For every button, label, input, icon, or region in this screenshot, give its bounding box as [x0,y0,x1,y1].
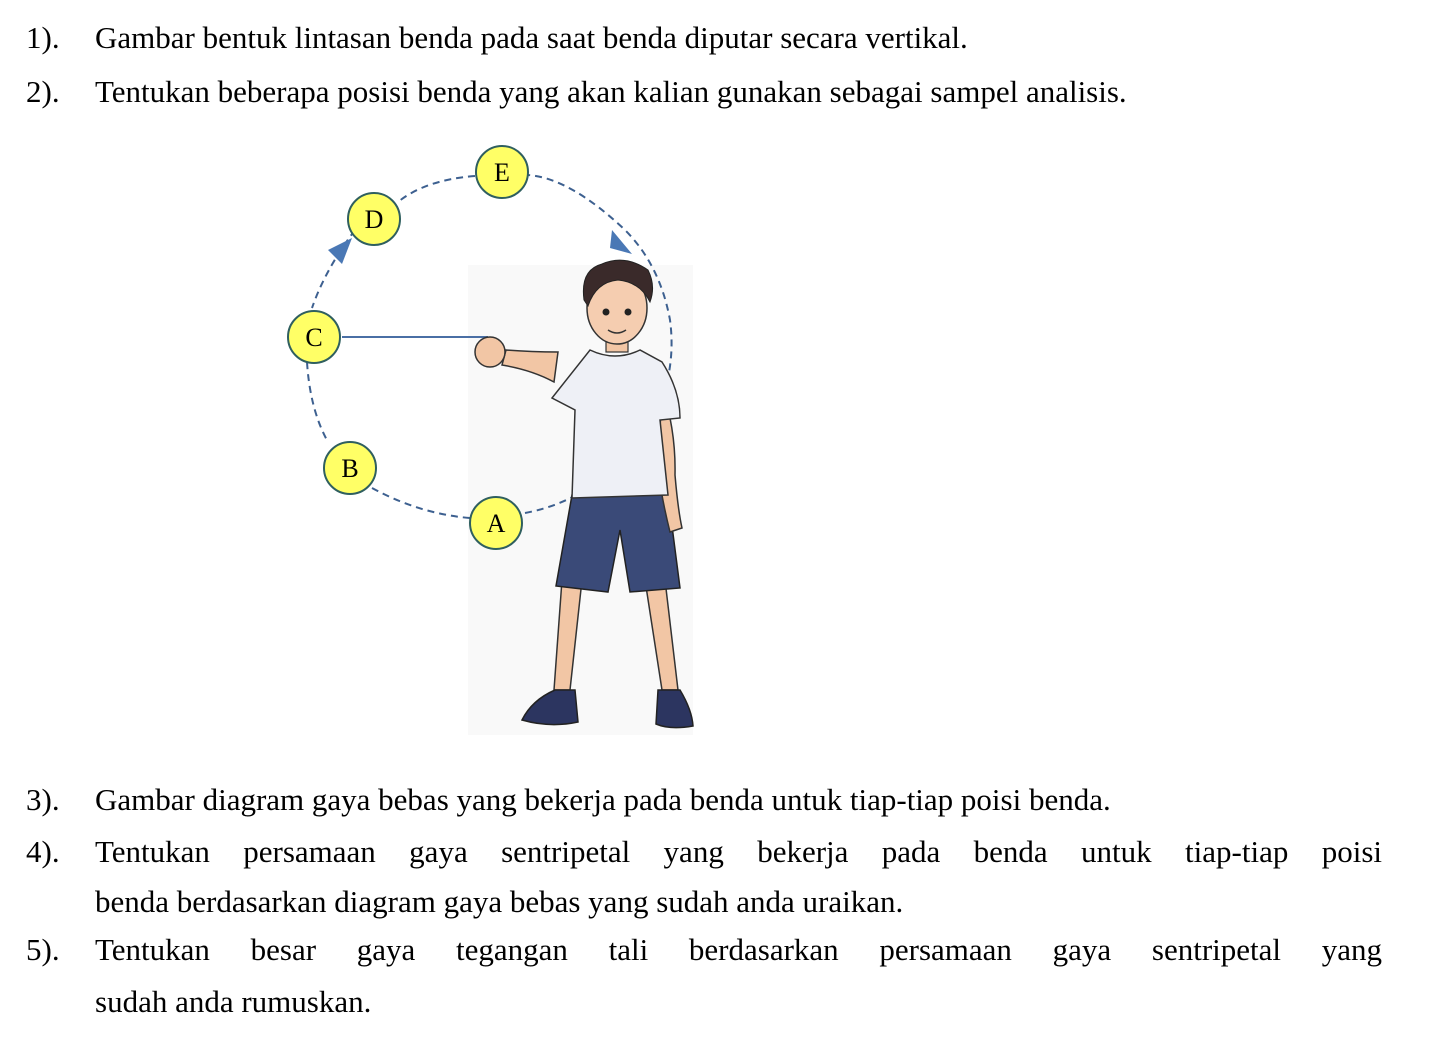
position-c [288,311,340,363]
question-text-line-1: Tentukan persamaan gaya sentripetal yang bekerja pada benda untuk tiap-tiap poisi [95,834,1382,869]
svg-text:D: D [364,205,384,234]
question-text: Gambar diagram gaya bebas yang bekerja pada benda untuk tiap-tiap poisi benda. [95,782,1111,817]
svg-text:E: E [494,158,510,187]
position-e [476,146,528,198]
question-text-line-2: benda berdasarkan diagram gaya bebas yang sudah anda uraikan. [95,884,904,919]
question-number: 2). [26,74,60,109]
position-b [324,442,376,494]
question-number: 1). [26,20,60,55]
question-text: Gambar bentuk lintasan benda pada saat benda diputar secara vertikal. [95,20,968,55]
question-text-line-1: Tentukan besar gaya tegangan tali berdasarkan persamaan gaya sentripetal yang [95,932,1382,967]
fist [475,337,505,367]
question-number: 4). [26,834,60,869]
position-d [348,193,400,245]
vertical-circle-diagram [270,130,710,740]
svg-text:A: A [486,509,506,538]
svg-text:B: B [341,454,359,483]
question-text: Tentukan beberapa posisi benda yang akan kalian gunakan sebagai sampel analisis. [95,74,1127,109]
question-text-line-2: sudah anda rumuskan. [95,984,372,1019]
question-number: 3). [26,782,60,817]
position-a [470,497,522,549]
svg-text:C: C [305,323,323,352]
question-number: 5). [26,932,60,967]
arrow-c-to-d-icon [328,238,352,264]
